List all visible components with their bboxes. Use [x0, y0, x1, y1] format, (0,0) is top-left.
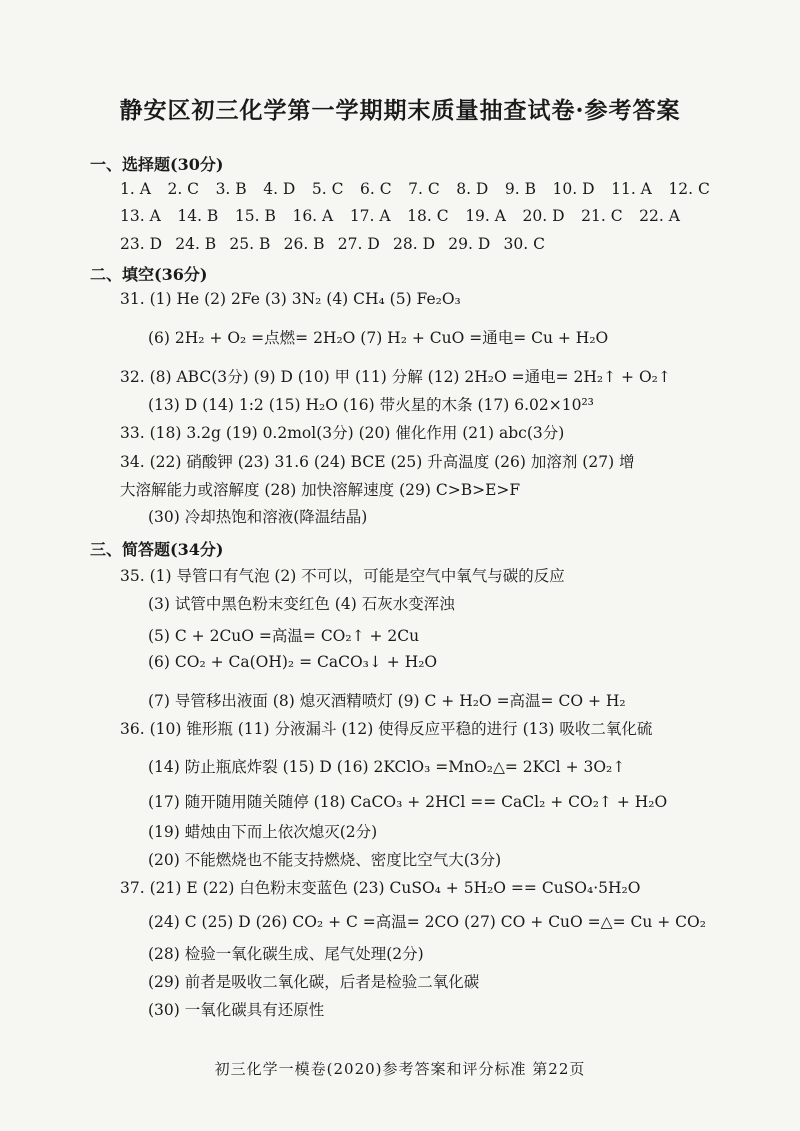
answer-line: 36. (10) 锥形瓶 (11) 分液漏斗 (12) 使得反应平稳的进行 (13) 吸收二氧化硫	[120, 720, 653, 738]
mc-answer: 16. A	[292, 207, 334, 225]
mc-answer: 8. D	[456, 180, 489, 198]
mc-answer: 24. B	[175, 235, 217, 253]
answer-line: (24) C (25) D (26) CO₂ + C =高温= 2CO (27) CO + CuO =△= Cu + CO₂	[148, 913, 706, 931]
mc-answer: 13. A	[120, 207, 161, 225]
mc-answer-row	[120, 235, 545, 253]
mc-answer: 14. B	[177, 207, 219, 225]
mc-answer: 27. D	[337, 235, 380, 253]
answer-line: (29) 前者是吸收二氧化碳，后者是检验二氧化碳	[148, 973, 480, 991]
page-footer: 初三化学一模卷(2020)参考答案和评分标准 第22页	[214, 1060, 586, 1078]
mc-answer: 17. A	[349, 207, 391, 225]
answer-line: 37. (21) E (22) 白色粉末变蓝色 (23) CuSO₄ + 5H₂O == CuSO₄·5H₂O	[120, 879, 641, 897]
answer-line: (6) 2H₂ + O₂ =点燃= 2H₂O (7) H₂ + CuO =通电= Cu + H₂O	[148, 329, 609, 347]
mc-answer: 18. C	[407, 207, 449, 225]
answer-line: (30) 冷却热饱和溶液(降温结晶)	[148, 508, 368, 526]
mc-answer: 29. D	[448, 235, 491, 253]
mc-answer-row	[120, 207, 680, 225]
section-heading-fill-blank: 二、填空(36分)	[90, 265, 208, 284]
answer-line: (30) 一氧化碳具有还原性	[148, 1001, 325, 1019]
answer-line: 31. (1) He (2) 2Fe (3) 3N₂ (4) CH₄ (5) Fe₂O₃	[120, 290, 461, 308]
mc-answer: 23. D	[120, 235, 163, 253]
mc-answer: 26. B	[283, 235, 325, 253]
mc-answer: 20. D	[522, 207, 565, 225]
mc-answer: 21. C	[581, 207, 623, 225]
answer-line: (19) 蜡烛由下而上依次熄灭(2分)	[148, 823, 378, 841]
mc-answer: 22. A	[639, 207, 680, 225]
mc-answer: 4. D	[263, 180, 296, 198]
mc-answer: 3. B	[215, 180, 247, 198]
answer-line: (14) 防止瓶底炸裂 (15) D (16) 2KClO₃ =MnO₂△= 2KCl + 3O₂↑	[148, 758, 626, 776]
section-heading-multiple-choice: 一、选择题(30分)	[90, 155, 224, 174]
answer-line: (20) 不能燃烧也不能支持燃烧、密度比空气大(3分)	[148, 851, 502, 869]
answer-line: 34. (22) 硝酸钾 (23) 31.6 (24) BCE (25) 升高温度 (26) 加溶剂 (27) 增	[120, 453, 635, 471]
mc-answer: 7. C	[408, 180, 440, 198]
answer-line: 32. (8) ABC(3分) (9) D (10) 甲 (11) 分解 (12) 2H₂O =通电= 2H₂↑ + O₂↑	[120, 368, 671, 386]
mc-answer: 11. A	[611, 180, 652, 198]
answer-line: (6) CO₂ + Ca(OH)₂ = CaCO₃↓ + H₂O	[148, 653, 438, 671]
answer-line: (7) 导管移出液面 (8) 熄灭酒精喷灯 (9) C + H₂O =高温= CO + H₂	[148, 692, 626, 710]
mc-answer: 1. A	[120, 180, 151, 198]
page-title: 静安区初三化学第一学期期末质量抽查试卷·参考答案	[119, 97, 681, 124]
answer-line: (17) 随开随用随关随停 (18) CaCO₃ + 2HCl == CaCl₂ + CO₂↑ + H₂O	[148, 793, 668, 811]
mc-answer: 10. D	[552, 180, 595, 198]
answer-line: 大溶解能力或溶解度 (28) 加快溶解速度 (29) C>B>E>F	[120, 481, 521, 499]
mc-answer: 5. C	[311, 180, 344, 198]
mc-answer: 25. B	[229, 235, 271, 253]
answer-line: (28) 检验一氧化碳生成、尾气处理(2分)	[148, 945, 424, 963]
mc-answer: 9. B	[504, 180, 537, 198]
answer-line: 33. (18) 3.2g (19) 0.2mol(3分) (20) 催化作用 (21) abc(3分)	[120, 424, 565, 442]
answer-line: (3) 试管中黑色粉末变红色 (4) 石灰水变浑浊	[148, 595, 455, 613]
mc-answer: 30. C	[503, 235, 545, 253]
mc-answer: 2. C	[167, 180, 200, 198]
answer-line: (13) D (14) 1:2 (15) H₂O (16) 带火星的木条 (17) 6.02×10²³	[148, 396, 594, 414]
answer-line: 35. (1) 导管口有气泡 (2) 不可以，可能是空气中氧气与碳的反应	[120, 567, 565, 585]
mc-answer-row	[120, 180, 710, 198]
mc-answer: 15. B	[234, 207, 276, 225]
mc-answer: 19. A	[465, 207, 506, 225]
mc-answer: 12. C	[668, 180, 710, 198]
mc-answer: 28. D	[393, 235, 436, 253]
answer-line: (5) C + 2CuO =高温= CO₂↑ + 2Cu	[148, 627, 420, 645]
section-heading-short-answer: 三、简答题(34分)	[90, 540, 224, 559]
mc-answer: 6. C	[360, 180, 392, 198]
